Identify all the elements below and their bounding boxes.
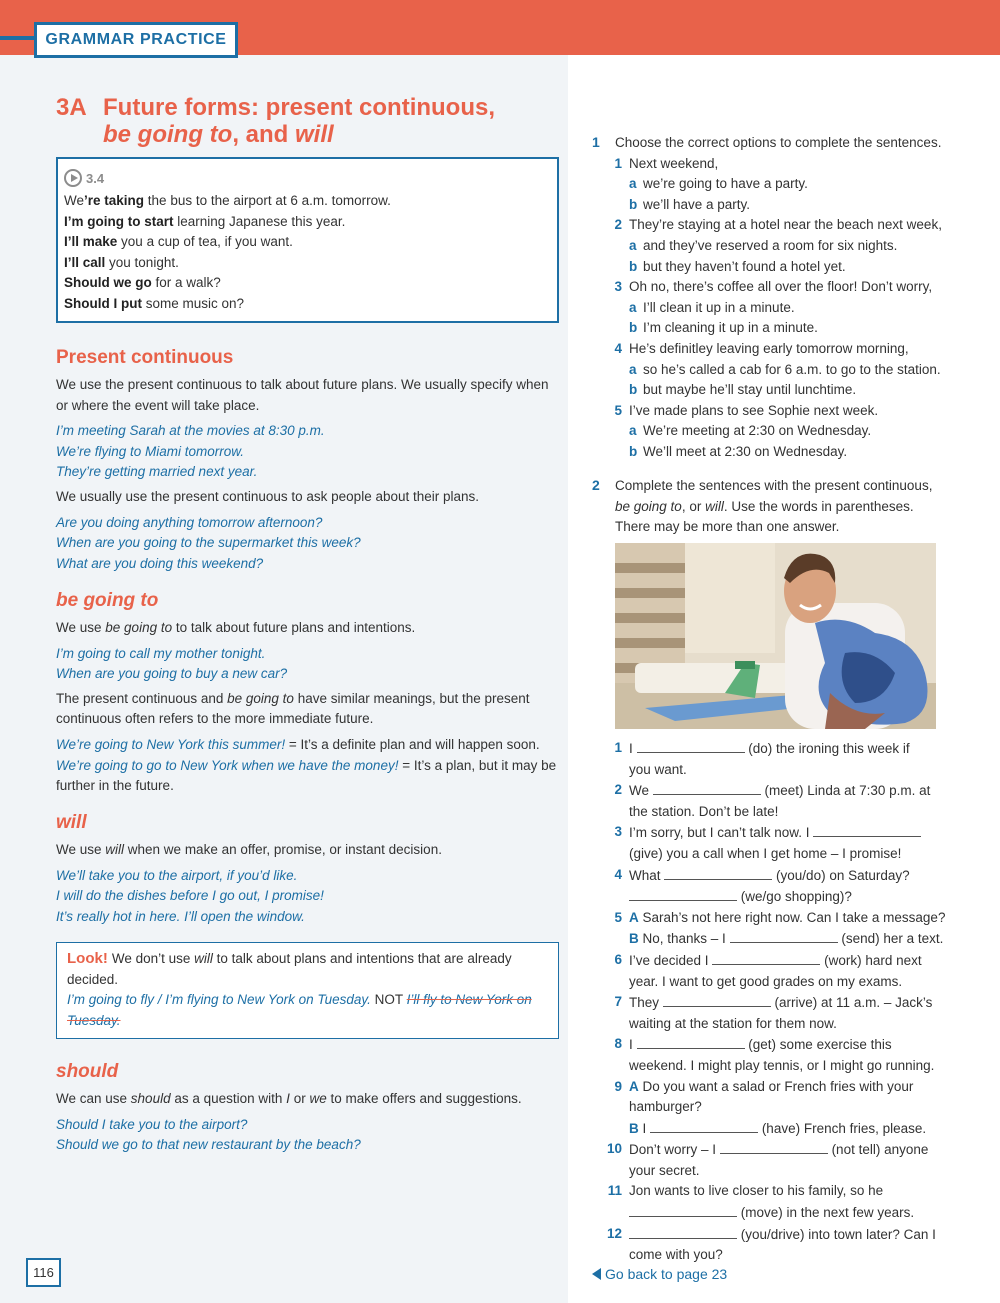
example-with-note: We’re going to New York this summer! = It’s a definite plan and will happen soon. bbox=[56, 736, 540, 752]
answer-blank[interactable] bbox=[712, 950, 820, 965]
present-continuous-body bbox=[56, 375, 561, 574]
ex2-item-cont: come with you? bbox=[629, 1247, 723, 1263]
answer-blank[interactable] bbox=[650, 1118, 758, 1133]
ex2-item-cont: hamburger? bbox=[629, 1099, 702, 1115]
example-sentence: We’re flying to Miami tomorrow. bbox=[56, 443, 245, 459]
ex2-item-cont: you want. bbox=[629, 761, 687, 777]
unit-number: 3A bbox=[56, 94, 87, 121]
page-number: 116 bbox=[26, 1258, 61, 1287]
example-sentence: It’s really hot in here. I’ll open the window. bbox=[56, 908, 305, 924]
example-sentence: Are you doing anything tomorrow afternoon? bbox=[56, 514, 323, 530]
ex2-item-cont: B No, thanks – I (send) her a text. bbox=[592, 928, 972, 950]
ex2-item: 1 I (do) the ironing this week if bbox=[614, 740, 910, 756]
ex2-item-cont: weekend. I might play tennis, or I might go running. bbox=[629, 1057, 935, 1073]
title-sep: , and bbox=[232, 121, 295, 148]
ex1-option-b[interactable]: b We’ll meet at 2:30 on Wednesday. bbox=[629, 443, 848, 459]
example-sentence: I will do the dishes before I go out, I promise! bbox=[56, 888, 324, 904]
example-sentence: We’ll take you to the airport, if you’d like. bbox=[56, 867, 298, 883]
look-example: I’m going to fly / I’m flying to New York on Tuesday. bbox=[67, 992, 371, 1008]
ex2-item-cont: your secret. bbox=[629, 1162, 700, 1178]
heading-will: will bbox=[56, 812, 87, 833]
ex2-item: 2 We (meet) Linda at 7:30 p.m. at bbox=[614, 782, 931, 799]
ex2-item-cont: year. I want to get good grades on my exams. bbox=[629, 973, 903, 989]
explanation-text: We use the present continuous to talk about future plans. We usually specify when or where the event will take place. bbox=[56, 377, 549, 413]
answer-blank[interactable] bbox=[637, 738, 745, 753]
ex1-option-a[interactable]: a and they’ve reserved a room for six nights. bbox=[629, 237, 898, 253]
explanation-text: We use be going to to talk about future plans and intentions. bbox=[56, 620, 416, 635]
ex2-item: 4 What (you/do) on Saturday? bbox=[614, 866, 910, 883]
ex2-item-cont: waiting at the station for them now. bbox=[629, 1015, 837, 1031]
ex2-item: 3 I’m sorry, but I can’t talk now. I bbox=[592, 822, 972, 844]
back-link-label: Go back to page 23 bbox=[605, 1266, 728, 1282]
ex2-item: 8 I (get) some exercise this bbox=[614, 1036, 892, 1053]
ex1-item: 3 Oh no, there’s coffee all over the floor! Don’t worry, bbox=[614, 279, 933, 295]
be-going-to-body bbox=[56, 618, 561, 797]
example-sentence: When are you going to buy a new car? bbox=[56, 666, 288, 682]
ex2-item: 7 They (arrive) at 11 a.m. – Jack’s bbox=[614, 994, 933, 1011]
ex1-option-a[interactable]: a I’ll clean it up in a minute. bbox=[629, 299, 795, 315]
audio-line: Should I put some music on? bbox=[64, 295, 245, 311]
answer-blank[interactable] bbox=[813, 822, 921, 837]
answer-blank[interactable] bbox=[663, 992, 771, 1007]
ex2-item-cont: (we/go shopping)? bbox=[592, 886, 972, 908]
struck-example: I’ll fly to New York on Tuesday. bbox=[67, 992, 532, 1028]
audio-line: I’m going to start learning Japanese this year. bbox=[64, 213, 346, 229]
audio-line: We’re taking the bus to the airport at 6 a.m. tomorrow. bbox=[64, 193, 391, 208]
audio-line: I’ll call you tonight. bbox=[64, 254, 179, 270]
answer-blank[interactable] bbox=[720, 1139, 828, 1154]
will-body bbox=[56, 840, 561, 927]
title-going-to: be going to bbox=[103, 121, 233, 148]
ex2-item: 9 A Do you want a salad or French fries with your bbox=[614, 1078, 914, 1094]
page-title bbox=[56, 94, 495, 148]
ex2-item: 10 Don’t worry – I (not tell) anyone bbox=[606, 1141, 929, 1158]
ex1-item: 2 They’re staying at a hotel near the beach next week, bbox=[614, 217, 942, 233]
audio-examples-box bbox=[56, 157, 559, 323]
ex1-option-a[interactable]: a so he’s called a cab for 6 a.m. to go to the station. bbox=[629, 361, 941, 377]
example-sentence: I’m meeting Sarah at the movies at 8:30 p.m. bbox=[56, 423, 325, 439]
example-sentence: What are you doing this weekend? bbox=[56, 555, 264, 571]
exercise-1-instruction: 1 Choose the correct options to complete the sentences. bbox=[592, 134, 942, 150]
ex1-option-b[interactable]: b we’ll have a party. bbox=[629, 196, 751, 212]
example-sentence: They’re getting married next year. bbox=[56, 464, 258, 480]
audio-line: I’ll make you a cup of tea, if you want. bbox=[64, 234, 293, 250]
ex1-item: 4 He’s definitley leaving early tomorrow morning, bbox=[614, 340, 909, 356]
example-sentence: Should we go to that new restaurant by the beach? bbox=[56, 1137, 361, 1153]
ex1-option-a[interactable]: a We’re meeting at 2:30 on Wednesday. bbox=[629, 423, 872, 439]
ex1-option-b[interactable]: b but they haven’t found a hotel yet. bbox=[629, 258, 846, 274]
exercise-1 bbox=[592, 132, 972, 463]
answer-blank[interactable] bbox=[664, 865, 772, 880]
example-sentence: I’m going to call my mother tonight. bbox=[56, 645, 266, 661]
should-body bbox=[56, 1089, 561, 1156]
example-sentence: Should I take you to the airport? bbox=[56, 1116, 248, 1132]
track-number: 3.4 bbox=[86, 170, 105, 186]
exercise-2-items bbox=[592, 738, 972, 1266]
explanation-text: We usually use the present continuous to ask people about their plans. bbox=[56, 488, 480, 504]
ex1-option-b[interactable]: b but maybe he’ll stay until lunchtime. bbox=[629, 382, 857, 398]
explanation-text: We use will when we make an offer, promise, or instant decision. bbox=[56, 842, 442, 857]
ex1-item: 1 Next weekend, bbox=[614, 155, 719, 171]
answer-blank[interactable] bbox=[653, 780, 761, 795]
answer-blank[interactable] bbox=[730, 928, 838, 943]
ex2-item-cont: (move) in the next few years. bbox=[592, 1202, 972, 1224]
ex2-item-cont: B I (have) French fries, please. bbox=[592, 1118, 972, 1140]
heading-be-going-to: be going to bbox=[56, 590, 159, 611]
ex1-option-a[interactable]: a we’re going to have a party. bbox=[629, 176, 808, 192]
answer-blank[interactable] bbox=[629, 886, 737, 901]
look-label: Look! bbox=[67, 950, 108, 967]
ex1-option-b[interactable]: b I’m cleaning it up in a minute. bbox=[629, 320, 818, 336]
photo-illustration bbox=[615, 543, 936, 729]
example-with-note: We’re going to go to New York when we have the money! = It’s a plan, but it may be further in the future. bbox=[56, 757, 557, 794]
back-link[interactable] bbox=[592, 1266, 727, 1282]
audio-track[interactable] bbox=[64, 165, 557, 191]
title-will: will bbox=[294, 121, 334, 148]
answer-blank[interactable] bbox=[629, 1202, 737, 1217]
back-arrow-icon bbox=[592, 1268, 601, 1280]
title-line-1: Future forms: present continuous, bbox=[103, 94, 496, 121]
ex2-item: 6 I’ve decided I (work) hard next bbox=[614, 951, 922, 968]
ex2-item: 12 (you/drive) into town later? Can I bbox=[606, 1225, 936, 1242]
heading-should: should bbox=[56, 1061, 119, 1082]
ex2-item-cont: the station. Don’t be late! bbox=[629, 803, 779, 819]
exercise-2-instruction: 2 Complete the sentences with the present continuous, be going to, or will. Use the words in parentheses. There may be more than one answer. bbox=[592, 477, 933, 535]
explanation-text: We can use should as a question with I or we to make offers and suggestions. bbox=[56, 1091, 522, 1106]
section-tag: GRAMMAR PRACTICE bbox=[34, 22, 238, 58]
look-box: Look! We don’t use will to talk about plans and intentions that are already decided. I’m going to fly / I’m flying to New York on Tuesday. NOT I’ll fly to New York on Tuesday. bbox=[56, 942, 559, 1039]
explanation-text: The present continuous and be going to have similar meanings, but the present continuous often refers to the more immediate future. bbox=[56, 690, 530, 727]
header-accent-line bbox=[0, 36, 34, 40]
photo-man-with-laundry bbox=[615, 543, 936, 729]
play-icon[interactable] bbox=[64, 169, 82, 187]
ex2-item: 11 Jon wants to live closer to his family, so he bbox=[607, 1183, 884, 1199]
heading-present-continuous: Present continuous bbox=[56, 347, 234, 368]
ex2-item-cont: (give) you a call when I get home – I promise! bbox=[629, 845, 902, 861]
answer-blank[interactable] bbox=[629, 1224, 737, 1239]
example-sentence: When are you going to the supermarket this week? bbox=[56, 535, 361, 551]
ex2-item: 5 A Sarah’s not here right now. Can I take a message? bbox=[614, 909, 946, 925]
ex1-item: 5 I’ve made plans to see Sophie next week. bbox=[614, 402, 879, 418]
answer-blank[interactable] bbox=[637, 1034, 745, 1049]
audio-line: Should we go for a walk? bbox=[64, 275, 221, 291]
